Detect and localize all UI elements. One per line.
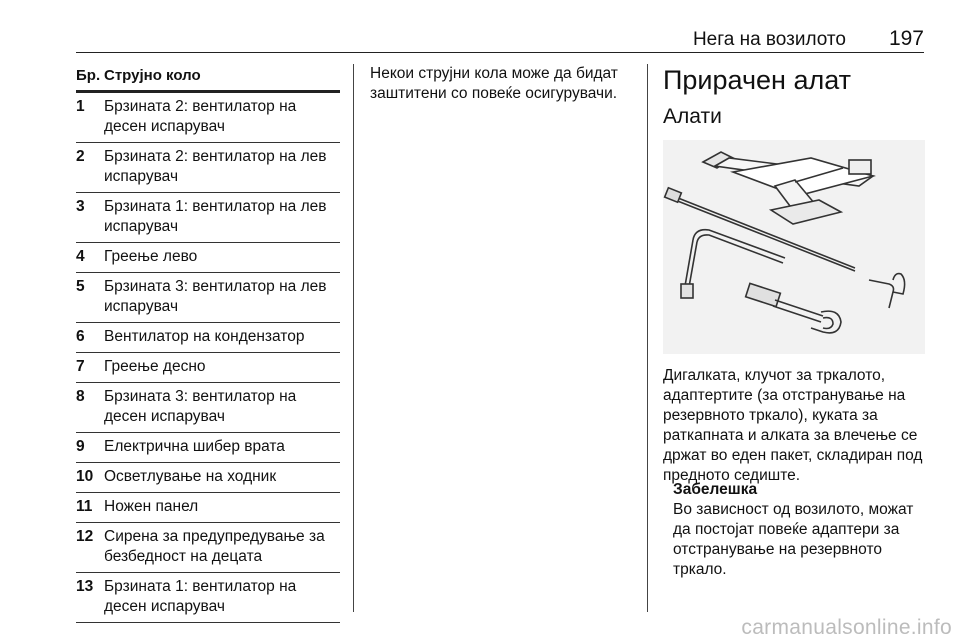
jack-rod-image (665, 188, 855, 271)
row-circuit: Брзината 3: вентилатор на лев испарувач (104, 278, 327, 315)
table-row (76, 323, 340, 353)
table-row (76, 573, 340, 623)
table-row (76, 93, 340, 143)
row-number: 3 (76, 198, 85, 215)
page-number: 197 (888, 27, 924, 50)
table-body (76, 93, 340, 623)
fuse-table (76, 64, 340, 623)
row-circuit: Брзината 1: вентилатор на десен испарувач (104, 578, 297, 615)
note-label: Забелешка (673, 481, 758, 498)
row-circuit: Сирена за предупредување за безбедност на децата (104, 528, 325, 565)
column-divider-1 (353, 64, 354, 612)
row-number: 8 (76, 388, 85, 405)
watermark: carmanualsonline.info (741, 616, 952, 639)
header-title: Нега на возилото (692, 29, 846, 50)
row-number: 1 (76, 98, 85, 115)
scissor-jack-image (703, 152, 873, 224)
row-number: 4 (76, 248, 85, 265)
row-circuit: Брзината 2: вентилатор на лев испарувач (104, 148, 327, 185)
tools-description: Дигалката, клучот за тркалото, адаптертите (за отстранување на резервното тркало), куката за раткапната и алката за влечење се држат во еден пакет, складиран под предното седиште. (663, 367, 923, 484)
table-row (76, 273, 340, 323)
column-divider-2 (647, 64, 648, 612)
row-number: 12 (76, 528, 94, 545)
row-circuit: Електрична шибер врата (104, 438, 285, 455)
fuse-note-text: Некои струјни кола може да бидат заштитени со повеќе осигурувачи. (370, 65, 618, 102)
row-circuit: Греење лево (104, 248, 198, 265)
note-box (673, 480, 928, 580)
table-row (76, 383, 340, 433)
note-text: Во зависност од возилото, можат да постојат повеќе адаптери за отстранување на резервното тркало. (673, 501, 914, 578)
row-circuit: Осветлување на ходник (104, 468, 277, 485)
table-row (76, 523, 340, 573)
row-number: 13 (76, 578, 94, 595)
row-number: 2 (76, 148, 85, 165)
table-header (76, 64, 340, 93)
towing-eye-image (746, 283, 841, 332)
row-circuit: Греење десно (104, 358, 206, 375)
table-row (76, 243, 340, 273)
page-header (76, 26, 924, 53)
row-number: 7 (76, 358, 85, 375)
table-row (76, 353, 340, 383)
table-row (76, 433, 340, 463)
towing-hook-image (869, 274, 905, 308)
tools-illustration (663, 140, 925, 354)
wheel-wrench-image (681, 230, 785, 298)
table-row (76, 493, 340, 523)
row-number: 5 (76, 278, 85, 295)
row-number: 9 (76, 438, 85, 455)
header-number: Бр. (76, 67, 101, 84)
table-row (76, 143, 340, 193)
table-row (76, 193, 340, 243)
row-number: 6 (76, 328, 85, 345)
table-row (76, 463, 340, 493)
row-circuit: Брзината 3: вентилатор на десен испарувач (104, 388, 297, 425)
row-circuit: Вентилатор на кондензатор (104, 328, 305, 345)
header-circuit: Струјно коло (104, 67, 201, 84)
section-title: Прирачен алат (663, 65, 851, 95)
subsection-title: Алати (663, 105, 722, 128)
row-circuit: Брзината 1: вентилатор на лев испарувач (104, 198, 327, 235)
row-circuit: Брзината 2: вентилатор на десен испарувач (104, 98, 297, 135)
row-number: 10 (76, 468, 94, 485)
row-number: 11 (76, 498, 93, 515)
row-circuit: Ножен панел (104, 498, 199, 515)
